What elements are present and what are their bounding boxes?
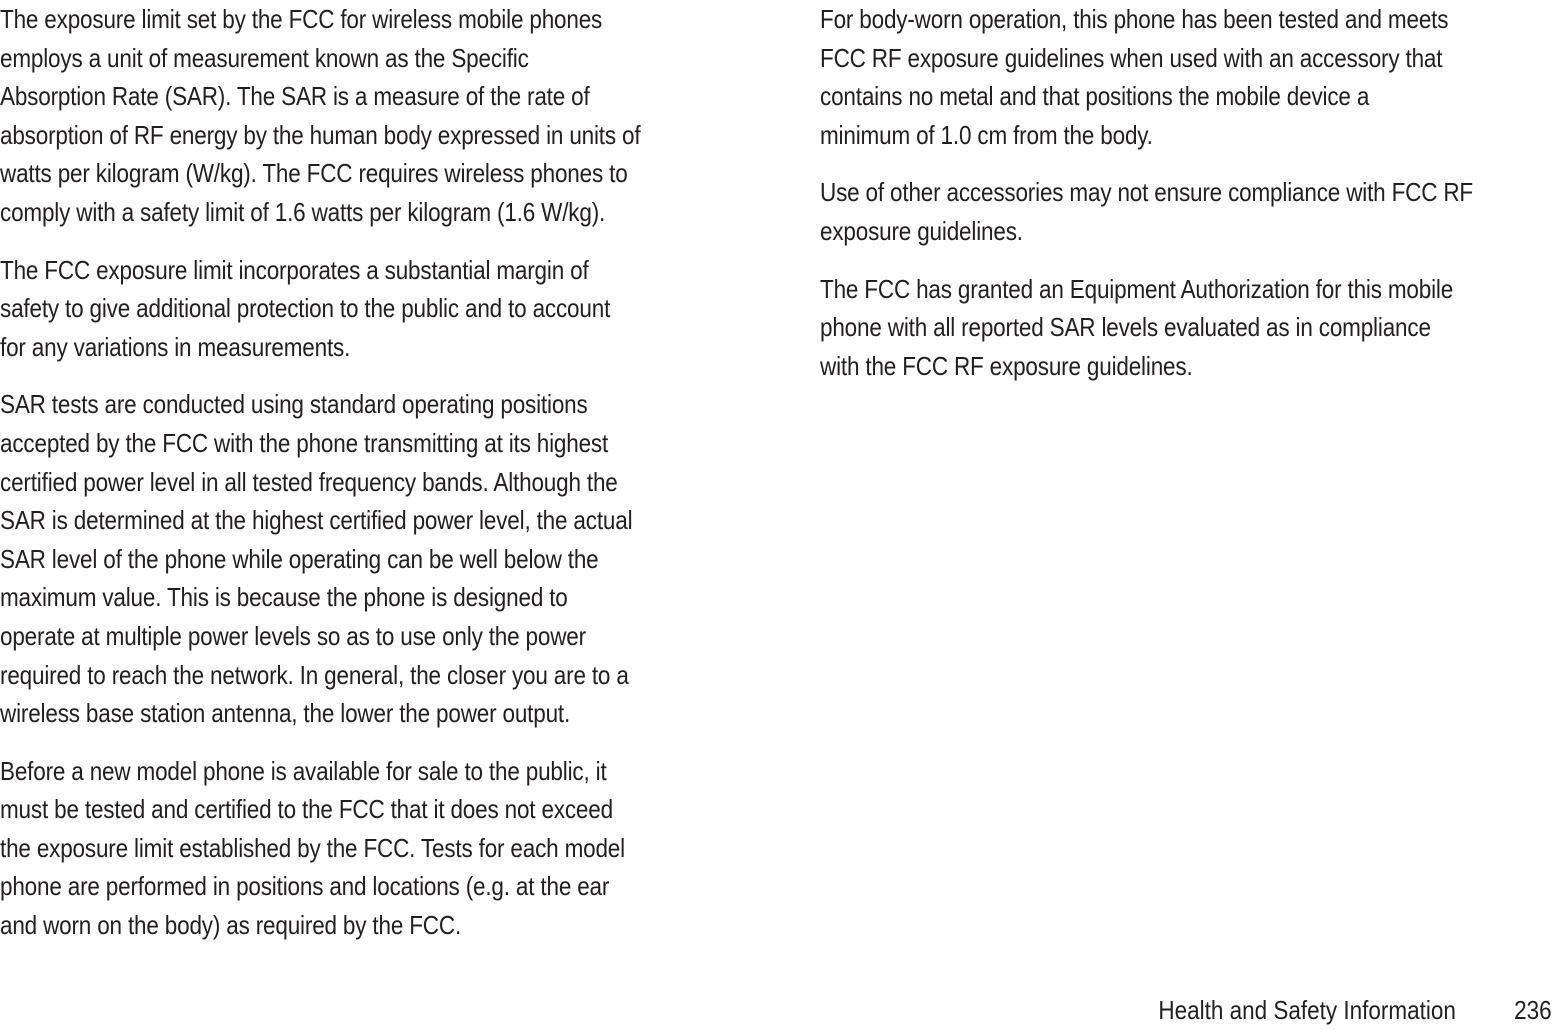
paragraph-other-accessories: Use of other accessories may not ensure compliance with FCC RF exposure guidelines. bbox=[820, 177, 1473, 246]
left-column bbox=[0, 0, 740, 964]
paragraph-model-certification: Before a new model phone is available for sale to the public, it must be tested and certified to the FCC that it does not exceed the exposure limit established by the FCC. Tests for each model phone are performed in positions and locations (e.g. at the ear and worn on the body) as required by the FCC. bbox=[0, 755, 625, 941]
page-number: 236 bbox=[1514, 995, 1552, 1025]
paragraph-equipment-authorization: The FCC has granted an Equipment Authorization for this mobile phone with all reported SAR levels evaluated as in compliance with the FCC RF exposure guidelines. bbox=[820, 273, 1454, 381]
right-column bbox=[820, 0, 1552, 404]
paragraph-sar-definition: The exposure limit set by the FCC for wireless mobile phones employs a unit of measurement known as the Specific Absorption Rate (SAR). The SAR is a measure of the rate of absorption of RF energy by the human body expressed in units of watts per kilogram (W/kg). The FCC requires wireless phones to comply with a safety limit of 1.6 watts per kilogram (1.6 W/kg). bbox=[0, 4, 641, 227]
page-footer bbox=[1159, 990, 1552, 1030]
footer-section-title: Health and Safety Information bbox=[1158, 995, 1457, 1025]
paragraph-safety-margin: The FCC exposure limit incorporates a substantial margin of safety to give additional protection to the public and to account for any variations in measurements. bbox=[0, 254, 611, 362]
paragraph-sar-tests: SAR tests are conducted using standard operating positions accepted by the FCC with the phone transmitting at its highest certified power level in all tested frequency bands. Although the SAR is determined at the highest certified power level, the actual SAR level of the phone while operating can be well below the maximum value. This is because the phone is designed to operate at multiple power levels so as to use only the power required to reach the network. In general, the closer you are to a wireless base station antenna, the lower the power output. bbox=[0, 389, 633, 729]
paragraph-body-worn-operation: For body-worn operation, this phone has been tested and meets FCC RF exposure guidelines when used with an accessory that contains no metal and that positions the mobile device a minimum of 1.0 cm from the body. bbox=[820, 4, 1449, 150]
